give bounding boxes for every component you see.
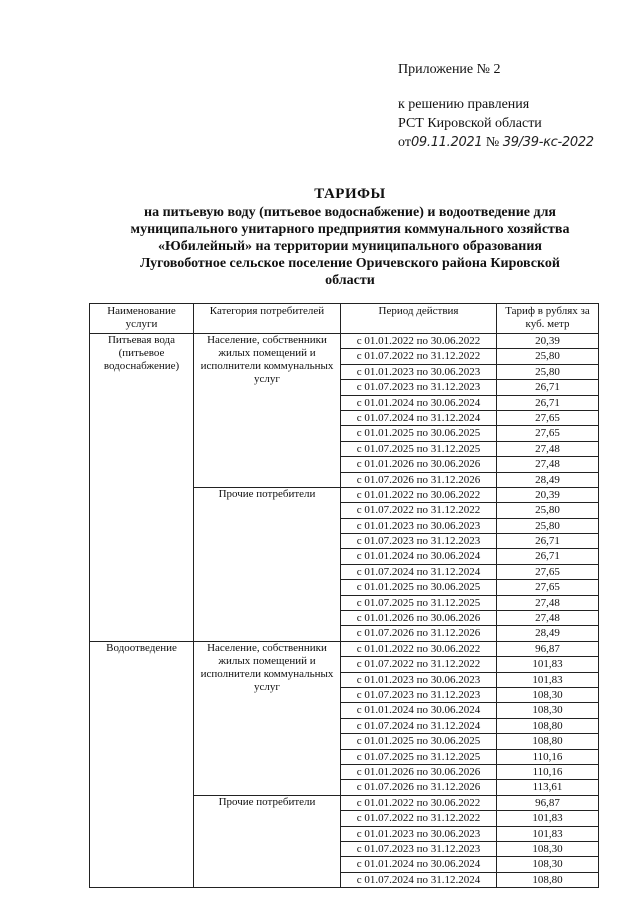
- period-cell: с 01.01.2024 по 30.06.2024: [341, 703, 497, 718]
- period-cell: с 01.07.2023 по 31.12.2023: [341, 380, 497, 395]
- period-cell: с 01.07.2025 по 31.12.2025: [341, 749, 497, 764]
- table-header-row: [90, 304, 599, 334]
- header-category: Категория потребителей: [194, 304, 341, 334]
- period-cell: с 01.07.2023 по 31.12.2023: [341, 687, 497, 702]
- tariff-value-cell: 27,48: [497, 457, 599, 472]
- appendix-date-line: [398, 133, 594, 152]
- tariff-value-cell: 113,61: [497, 780, 599, 795]
- document-title: [100, 186, 600, 289]
- title-line-1: на питьевую воду (питьевое водоснабжение) и водоотведение для: [144, 205, 556, 220]
- period-cell: с 01.07.2025 по 31.12.2025: [341, 441, 497, 456]
- tariff-value-cell: 110,16: [497, 764, 599, 779]
- period-cell: с 01.01.2023 по 30.06.2023: [341, 518, 497, 533]
- tariffs-table: [89, 303, 599, 888]
- period-cell: с 01.01.2022 по 30.06.2022: [341, 641, 497, 656]
- tariff-value-cell: 25,80: [497, 349, 599, 364]
- period-cell: с 01.01.2023 по 30.06.2023: [341, 826, 497, 841]
- period-cell: с 01.07.2024 по 31.12.2024: [341, 564, 497, 579]
- appendix-decision: к решению правления: [398, 97, 530, 112]
- tariff-value-cell: 108,30: [497, 703, 599, 718]
- tariff-value-cell: 108,30: [497, 841, 599, 856]
- title-line-4: Луговоботное сельское поселение Оричевского района Кировской: [140, 256, 560, 271]
- period-cell: с 01.01.2023 по 30.06.2023: [341, 364, 497, 379]
- period-cell: с 01.01.2025 по 30.06.2025: [341, 580, 497, 595]
- tariff-value-cell: 101,83: [497, 811, 599, 826]
- service-name-cell: Питьевая вода (питьевое водоснабжение): [90, 334, 194, 642]
- tariff-value-cell: 108,30: [497, 857, 599, 872]
- tariff-value-cell: 101,83: [497, 672, 599, 687]
- tariff-value-cell: 108,30: [497, 687, 599, 702]
- tariff-value-cell: 101,83: [497, 657, 599, 672]
- period-cell: с 01.07.2026 по 31.12.2026: [341, 780, 497, 795]
- tariff-value-cell: 108,80: [497, 718, 599, 733]
- period-cell: с 01.07.2022 по 31.12.2022: [341, 503, 497, 518]
- tariff-value-cell: 25,80: [497, 503, 599, 518]
- header-service: Наименование услуги: [90, 304, 194, 334]
- appendix-number: Приложение № 2: [398, 62, 501, 77]
- tariff-value-cell: 27,65: [497, 580, 599, 595]
- period-cell: с 01.07.2025 по 31.12.2025: [341, 595, 497, 610]
- period-cell: с 01.01.2022 по 30.06.2022: [341, 795, 497, 810]
- period-cell: с 01.07.2026 по 31.12.2026: [341, 472, 497, 487]
- title-line-5: области: [325, 273, 375, 288]
- handwritten-date: 09.11.2021: [410, 135, 483, 150]
- title-main: ТАРИФЫ: [314, 186, 386, 202]
- tariff-value-cell: 96,87: [497, 795, 599, 810]
- category-cell: Прочие потребители: [194, 487, 341, 641]
- tariff-value-cell: 26,71: [497, 534, 599, 549]
- period-cell: с 01.07.2022 по 31.12.2022: [341, 811, 497, 826]
- appendix-date-prefix: от: [398, 135, 411, 150]
- header-period: Период действия: [341, 304, 497, 334]
- tariff-value-cell: 101,83: [497, 826, 599, 841]
- tariff-value-cell: 20,39: [497, 334, 599, 349]
- title-line-2: муниципального унитарного предприятия коммунального хозяйства: [130, 222, 570, 237]
- period-cell: с 01.07.2022 по 31.12.2022: [341, 349, 497, 364]
- category-cell: Население, собственники жилых помещений и исполнители коммунальных услуг: [194, 641, 341, 795]
- period-cell: с 01.01.2026 по 30.06.2026: [341, 457, 497, 472]
- period-cell: с 01.01.2025 по 30.06.2025: [341, 734, 497, 749]
- period-cell: с 01.01.2024 по 30.06.2024: [341, 549, 497, 564]
- period-cell: с 01.07.2023 по 31.12.2023: [341, 534, 497, 549]
- period-cell: с 01.01.2024 по 30.06.2024: [341, 395, 497, 410]
- period-cell: с 01.07.2024 по 31.12.2024: [341, 410, 497, 425]
- period-cell: с 01.07.2024 по 31.12.2024: [341, 872, 497, 887]
- tariff-value-cell: 26,71: [497, 549, 599, 564]
- tariff-value-cell: 27,48: [497, 441, 599, 456]
- period-cell: с 01.01.2026 по 30.06.2026: [341, 764, 497, 779]
- tariff-value-cell: 108,80: [497, 734, 599, 749]
- tariff-value-cell: 26,71: [497, 395, 599, 410]
- table-row: [90, 641, 599, 656]
- tariff-value-cell: 108,80: [497, 872, 599, 887]
- title-line-3: «Юбилейный» на территории муниципального образования: [157, 239, 542, 254]
- appendix-block: [398, 60, 594, 152]
- period-cell: с 01.01.2022 по 30.06.2022: [341, 334, 497, 349]
- tariff-value-cell: 25,80: [497, 518, 599, 533]
- tariff-value-cell: 26,71: [497, 380, 599, 395]
- period-cell: с 01.07.2023 по 31.12.2023: [341, 841, 497, 856]
- appendix-authority: РСТ Кировской области: [398, 116, 542, 131]
- tariff-value-cell: 27,48: [497, 611, 599, 626]
- service-name-cell: Водоотведение: [90, 641, 194, 887]
- header-tariff: Тариф в рублях за куб. метр: [497, 304, 599, 334]
- tariff-value-cell: 27,65: [497, 410, 599, 425]
- period-cell: с 01.01.2022 по 30.06.2022: [341, 487, 497, 502]
- tariff-value-cell: 20,39: [497, 487, 599, 502]
- appendix-number-sign: №: [485, 135, 500, 150]
- period-cell: с 01.07.2022 по 31.12.2022: [341, 657, 497, 672]
- period-cell: с 01.01.2025 по 30.06.2025: [341, 426, 497, 441]
- tariff-value-cell: 96,87: [497, 641, 599, 656]
- tariffs-table-body: [90, 334, 599, 888]
- period-cell: с 01.01.2026 по 30.06.2026: [341, 611, 497, 626]
- tariff-value-cell: 28,49: [497, 626, 599, 641]
- tariff-value-cell: 27,65: [497, 564, 599, 579]
- tariff-value-cell: 28,49: [497, 472, 599, 487]
- tariff-value-cell: 27,65: [497, 426, 599, 441]
- tariff-value-cell: 25,80: [497, 364, 599, 379]
- period-cell: с 01.01.2023 по 30.06.2023: [341, 672, 497, 687]
- handwritten-number: 39/39-кс-2022: [502, 135, 594, 150]
- tariff-value-cell: 27,48: [497, 595, 599, 610]
- period-cell: с 01.01.2024 по 30.06.2024: [341, 857, 497, 872]
- table-row: [90, 334, 599, 349]
- period-cell: с 01.07.2026 по 31.12.2026: [341, 626, 497, 641]
- category-cell: Население, собственники жилых помещений и исполнители коммунальных услуг: [194, 334, 341, 488]
- tariff-value-cell: 110,16: [497, 749, 599, 764]
- category-cell: Прочие потребители: [194, 795, 341, 887]
- period-cell: с 01.07.2024 по 31.12.2024: [341, 718, 497, 733]
